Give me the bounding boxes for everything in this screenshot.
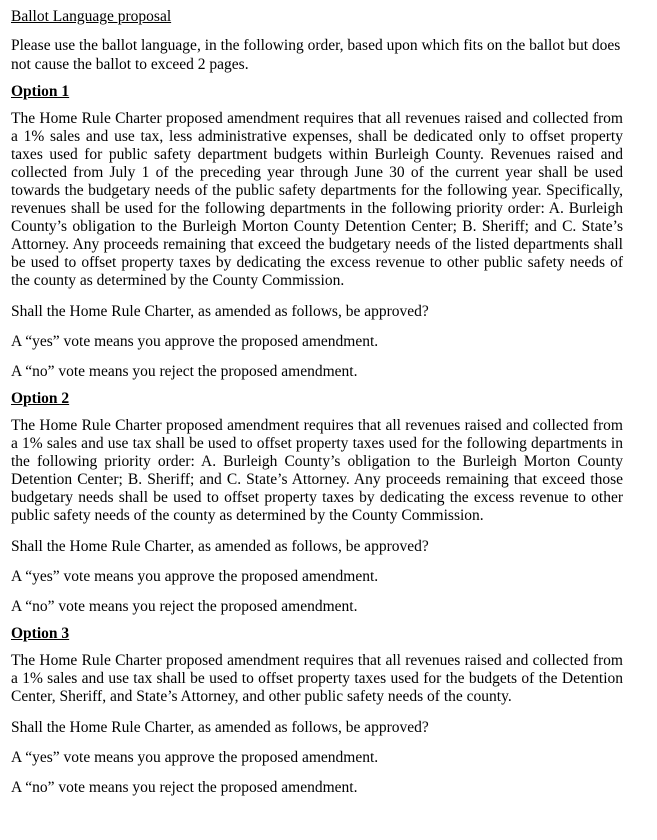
- option-3-no-explanation: A “no” vote means you reject the proposed amendment.: [11, 779, 358, 796]
- option-3-text: The Home Rule Charter proposed amendment requires that all revenues raised and collected from a 1% sales and use tax shall be used to offset property taxes used for the budgets of the Detention Center, Sheriff, and State’s Attorney, and other public safety needs of the county.: [11, 652, 623, 705]
- option-2-section: [11, 389, 623, 616]
- intro-paragraph: Please use the ballot language, in the following order, based upon which fits on the ballot but does not cause the ballot to exceed 2 pages.: [11, 37, 621, 73]
- option-1-yes-explanation: A “yes” vote means you approve the proposed amendment.: [11, 333, 379, 350]
- option-3-section: [11, 624, 623, 797]
- option-2-text: The Home Rule Charter proposed amendment requires that all revenues raised and collected from a 1% sales and use tax shall be used to offset property taxes used for the following departments in the following priority order: A. Burleigh County’s obligation to the Burleigh Morton County Detention Center; B. Sheriff; and C. State’s Attorney. Any proceeds remaining that exceed those budgetary needs shall be used to offset property taxes by dedicating the excess revenue to other public safety needs of the county as determined by the County Commission.: [11, 417, 623, 524]
- option-2-question: Shall the Home Rule Charter, as amended as follows, be approved?: [11, 538, 429, 555]
- option-1-text: The Home Rule Charter proposed amendment requires that all revenues raised and collected from a 1% sales and use tax, less administrative expenses, shall be dedicated only to offset property taxes used for public safety department budgets within Burleigh County. Revenues raised and collected from July 1 of the preceding year through June 30 of the current year shall be used towards the budgetary needs of the public safety departments for the following year. Specifically, revenues shall be used for the following departments in the following priority order: A. Burleigh County’s obligation to the Burleigh Morton County Detention Center; B. Sheriff; and C. State’s Attorney. Any proceeds remaining that exceed the budgetary needs of the listed departments shall be used to offset property taxes by dedicating the excess revenue to other public safety needs of the county as determined by the County Commission.: [11, 110, 623, 289]
- option-1-no-explanation: A “no” vote means you reject the proposed amendment.: [11, 363, 358, 380]
- option-3-heading: Option 3: [11, 625, 70, 642]
- option-2-yes-explanation: A “yes” vote means you approve the proposed amendment.: [11, 568, 379, 585]
- option-1-question: Shall the Home Rule Charter, as amended as follows, be approved?: [11, 303, 429, 320]
- option-3-question: Shall the Home Rule Charter, as amended as follows, be approved?: [11, 719, 429, 736]
- option-1-section: [11, 82, 623, 381]
- option-3-yes-explanation: A “yes” vote means you approve the proposed amendment.: [11, 749, 379, 766]
- option-2-heading: Option 2: [11, 390, 70, 407]
- option-2-no-explanation: A “no” vote means you reject the proposed amendment.: [11, 598, 358, 615]
- option-1-heading: Option 1: [11, 83, 70, 100]
- document-title: Ballot Language proposal: [11, 8, 172, 25]
- document-page: [11, 7, 623, 797]
